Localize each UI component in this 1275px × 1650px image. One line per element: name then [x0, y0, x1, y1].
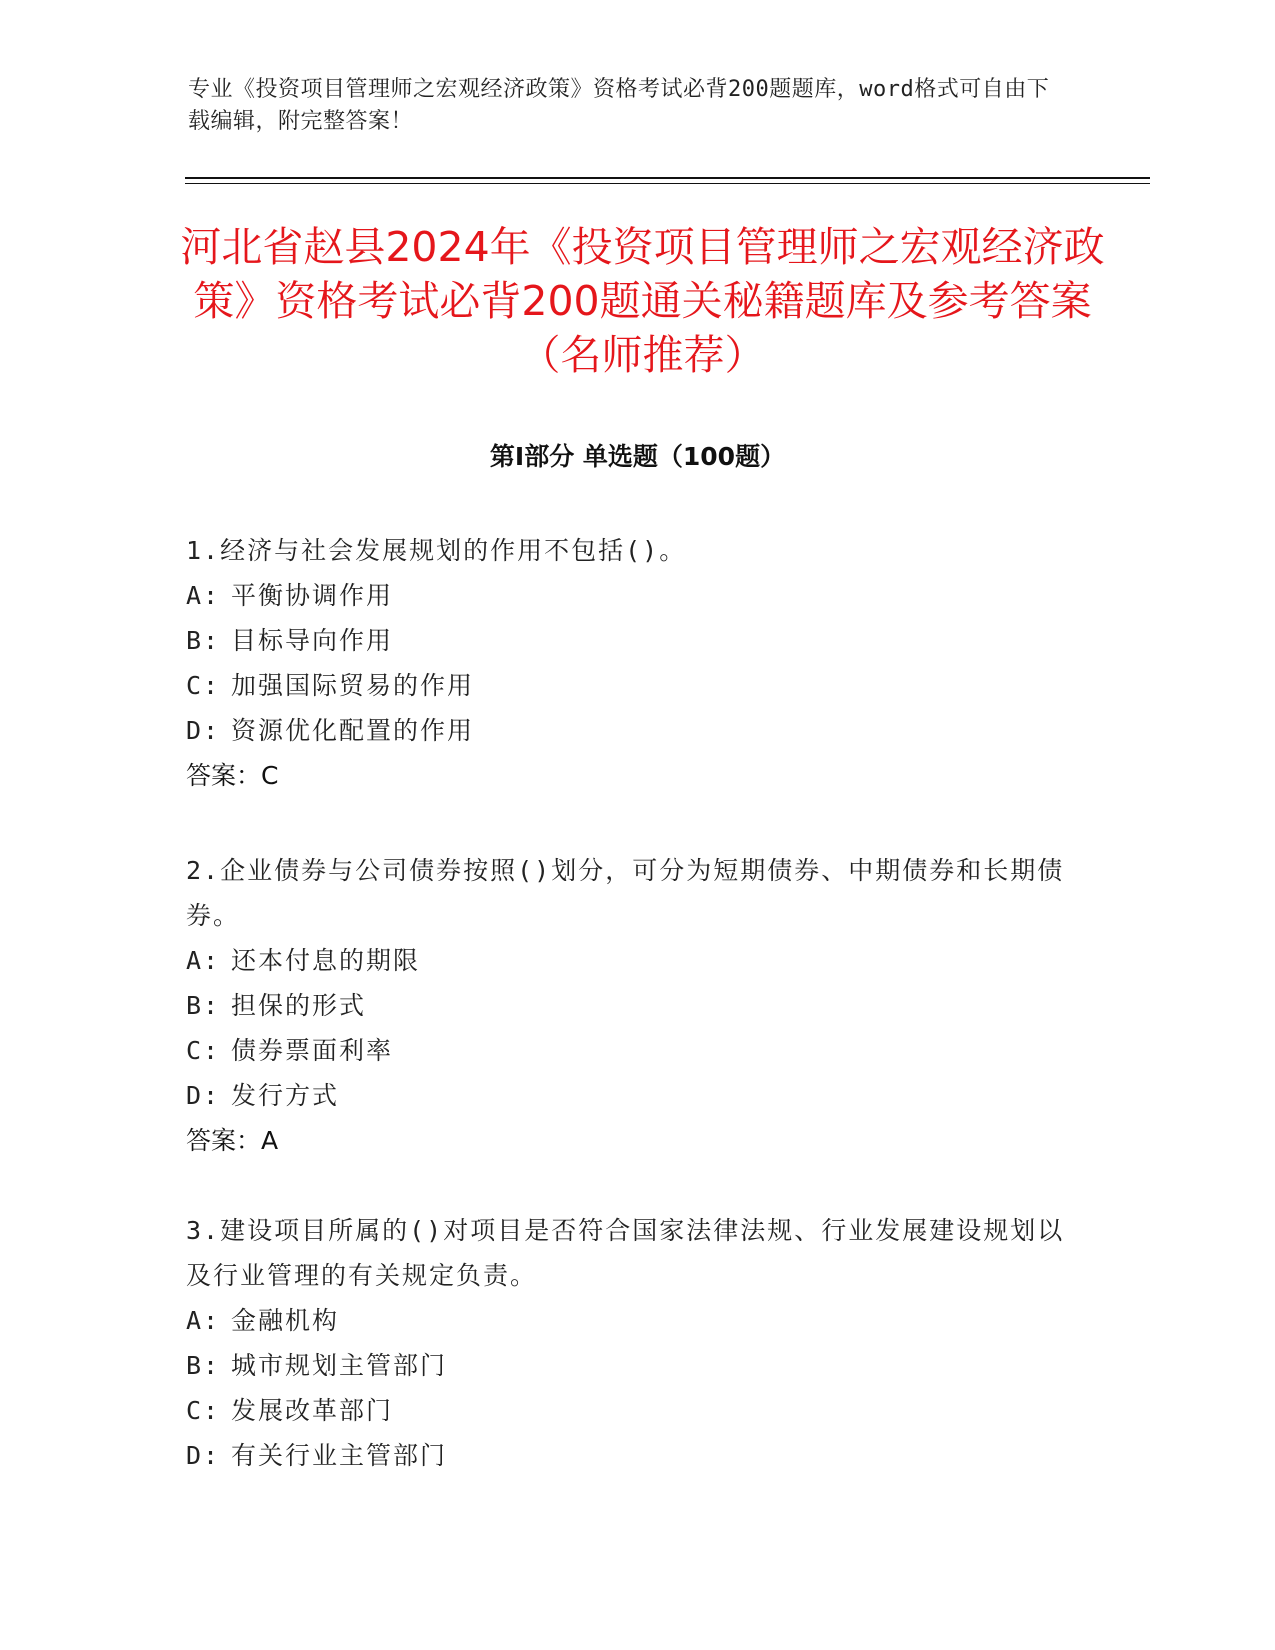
option-b: [186, 1343, 1066, 1388]
option-d: [186, 1073, 1066, 1118]
option-text: 还本付息的期限: [231, 946, 421, 975]
option-text: 发行方式: [231, 1081, 340, 1110]
answer-line: 答案：A: [186, 1126, 279, 1155]
question-1: [186, 528, 1066, 798]
header-divider-thin: [185, 183, 1150, 184]
option-text: 资源优化配置的作用: [231, 716, 475, 745]
option-text: 加强国际贸易的作用: [231, 671, 475, 700]
option-text: 有关行业主管部门: [231, 1441, 448, 1470]
option-text: 债券票面利率: [231, 1036, 394, 1065]
option-a: [186, 938, 1066, 983]
option-text: 平衡协调作用: [231, 581, 394, 610]
header-note: 专业《投资项目管理师之宏观经济政策》资格考试必背200题题库，word格式可自由下载编辑，附完整答案！: [188, 77, 1050, 134]
question-stem: 1.经济与社会发展规划的作用不包括()。: [186, 536, 687, 565]
option-letter: D:: [186, 716, 221, 745]
option-c: [186, 1028, 1066, 1073]
option-c: [186, 1388, 1066, 1433]
option-c: [186, 663, 1066, 708]
option-letter: D:: [186, 1441, 221, 1470]
question-stem: 2.企业债券与公司债券按照()划分，可分为短期债券、中期债券和长期债券。: [186, 856, 1065, 930]
document-title: 河北省赵县2024年《投资项目管理师之宏观经济政策》资格考试必背200题通关秘籍题库及参考答案（名师推荐）: [180, 223, 1105, 379]
option-b: [186, 983, 1066, 1028]
option-text: 发展改革部门: [231, 1396, 394, 1425]
option-letter: C:: [186, 1036, 221, 1065]
option-letter: B:: [186, 626, 221, 655]
option-d: [186, 708, 1066, 753]
option-letter: C:: [186, 671, 221, 700]
question-2: [186, 848, 1066, 1163]
option-letter: D:: [186, 1081, 221, 1110]
option-text: 目标导向作用: [231, 626, 394, 655]
option-text: 金融机构: [231, 1306, 340, 1335]
option-letter: A:: [186, 946, 221, 975]
option-letter: A:: [186, 1306, 221, 1335]
header-divider-thick: [185, 177, 1150, 179]
option-b: [186, 618, 1066, 663]
section-title: 第Ⅰ部分 单选题（100题）: [489, 442, 786, 471]
question-3: [186, 1208, 1066, 1478]
option-text: 担保的形式: [231, 991, 367, 1020]
option-d: [186, 1433, 1066, 1478]
option-letter: A:: [186, 581, 221, 610]
option-text: 城市规划主管部门: [231, 1351, 448, 1380]
option-a: [186, 1298, 1066, 1343]
option-a: [186, 573, 1066, 618]
answer-line: 答案：C: [186, 761, 279, 790]
option-letter: C:: [186, 1396, 221, 1425]
question-stem: 3.建设项目所属的()对项目是否符合国家法律法规、行业发展建设规划以及行业管理的有关规定负责。: [186, 1216, 1065, 1290]
option-letter: B:: [186, 991, 221, 1020]
option-letter: B:: [186, 1351, 221, 1380]
